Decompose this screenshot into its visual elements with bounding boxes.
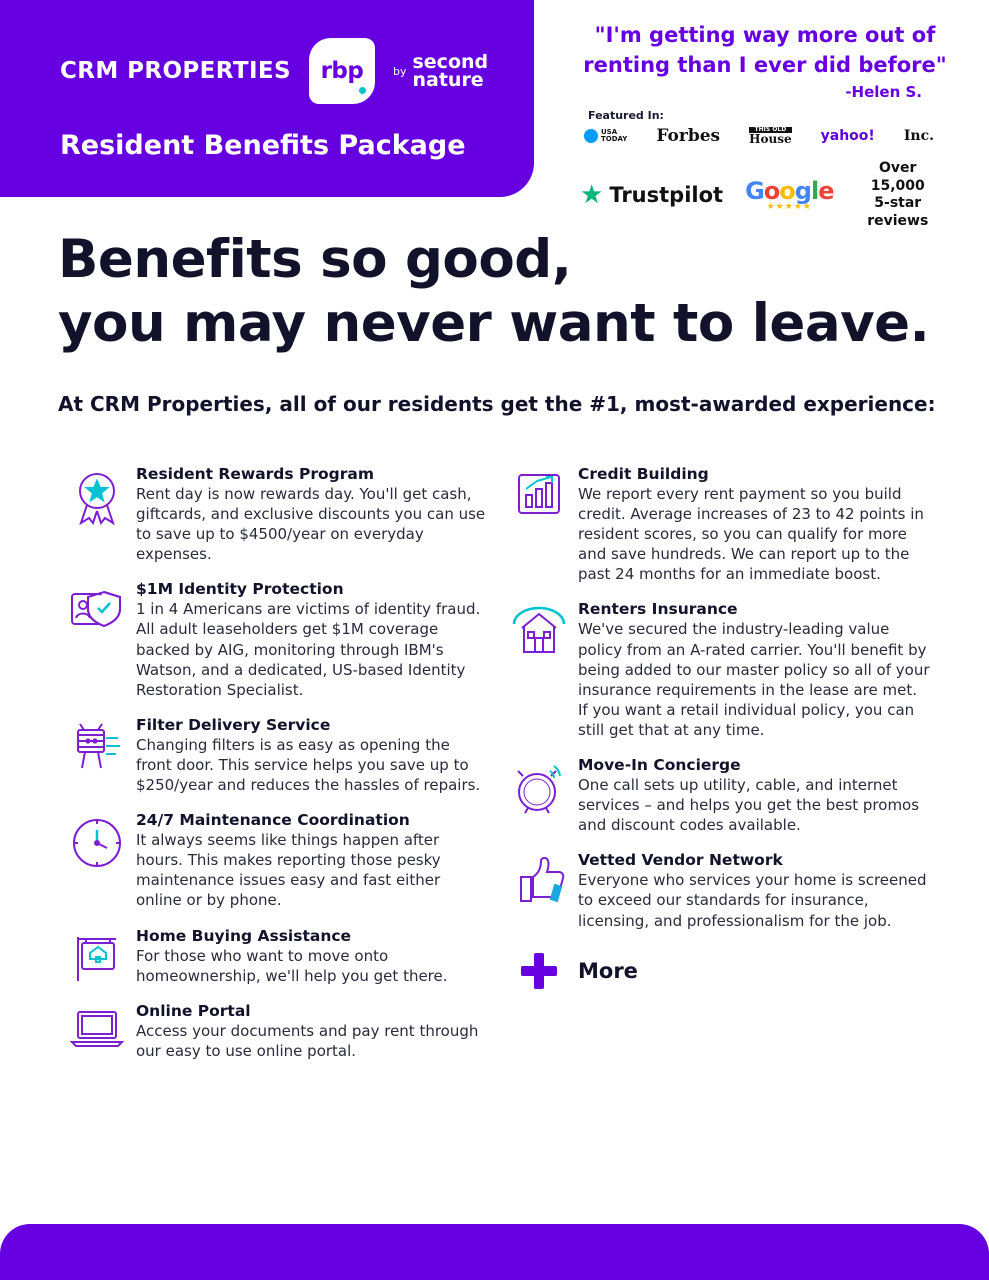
benefit-item [500,756,930,835]
benefit-item [58,811,488,910]
testimonial-author: -Helen S. [845,82,922,101]
filter-delivery-icon [58,716,136,774]
page-subheadline: At CRM Properties, all of our residents get the #1, most-awarded experience: [58,392,936,416]
clock-icon [58,811,136,871]
benefit-item [500,851,930,930]
benefit-title: 24/7 Maintenance Coordination [136,811,410,830]
benefit-title: Credit Building [578,465,709,483]
benefit-description: We've secured the industry-leading value policy from an A-rated carrier. You'll benefit by being added to our master policy so all of your insurance requirements in the lease are met. If you want a retail individual policy, you can still get that at any time. [578,620,930,739]
benefit-title: Resident Rewards Program [136,465,375,483]
headline-line-1: Benefits so good, [58,229,572,290]
benefit-title: Vetted Vendor Network [578,851,783,870]
usa-today-logo [584,129,627,144]
benefit-title: $1M Identity Protection [136,580,344,599]
rbp-logo-dot [359,87,366,94]
this-old-house-line2: House [749,132,792,146]
award-ribbon-icon [58,465,136,525]
identity-shield-icon [58,580,136,634]
testimonial-block [560,20,970,101]
benefit-item [58,927,488,986]
press-logos-row [584,126,934,146]
benefit-description: 1 in 4 Americans are victims of identity fraud. All adult leaseholders get $1M coverage backed by AIG, monitoring through IBM's Watson, and a dedicated, US-based Identity Restoration Specialist. [136,600,481,699]
page-headline [58,228,958,355]
company-name: CRM PROPERTIES [60,58,291,84]
this-old-house-line1: THIS OLD [749,127,791,133]
testimonial-quote: "I'm getting way more out of renting than I ever did before" [583,23,947,78]
more-label: More [578,958,638,983]
benefit-description: We report every rent payment so you build credit. Average increases of 23 to 42 points in resident scores, so you can qualify for more and save hundreds. We can report up to the past 24 months for an immediate boost. [578,485,924,584]
google-wordmark: Google [745,176,834,205]
google-stars-icon: ★★★★★ [766,201,812,212]
benefit-item [500,465,930,584]
benefit-description: One call sets up utility, cable, and internet services – and helps you get the best promos and discount codes available. [578,776,920,835]
benefits-column-right [500,465,930,995]
trustpilot-star-icon: ★ [580,180,604,210]
benefit-title: Filter Delivery Service [136,715,331,734]
second-nature-line1: second [412,50,489,73]
second-nature-line2: nature [412,69,484,91]
alarm-clock-icon [500,756,578,816]
benefit-description: Changing filters is as easy as opening the front door. This service helps you save up to $250/year and reduces the hassles of repairs. [136,735,481,795]
reviews-count [855,160,940,230]
benefit-description: For those who want to move onto homeownership, we'll help you get there. [136,946,448,985]
trust-row [580,160,940,230]
benefit-description: Everyone who services your home is screened to exceed our standards for insurance, licensing, and professionalism for the job. [578,871,927,930]
bar-chart-growth-icon [500,465,578,519]
second-nature-by: by [392,64,407,78]
this-old-house-logo [749,127,791,145]
benefit-description: Rent day is now rewards day. You'll get cash, giftcards, and exclusive discounts you can use to save up to $4500/year on everyday expenses. [136,485,486,564]
usa-today-dot-icon [584,129,598,143]
benefit-item [58,1002,488,1061]
benefit-item [58,580,488,699]
more-benefits-row [500,947,930,995]
house-umbrella-icon [500,600,578,658]
rbp-logo [309,38,375,104]
forbes-logo: Forbes [656,126,721,146]
header-block [0,0,534,197]
reviews-line2: 5-star reviews [867,195,929,229]
trustpilot-logo [580,182,723,208]
usa-today-line1: USA [601,127,618,136]
thumbs-up-icon [500,851,578,907]
benefit-description: It always seems like things happen after hours. This makes reporting those pesky maintenance issues easy and fast either online or by phone. [136,831,441,910]
footer-bar [0,1224,989,1280]
benefit-title: Renters Insurance [578,600,738,619]
inc-logo: Inc. [903,128,934,144]
second-nature-logo [392,50,489,91]
benefit-title: Online Portal [136,1001,251,1020]
benefit-item [58,465,488,564]
benefit-item [58,716,488,795]
benefit-description: Access your documents and pay rent through our easy to use online portal. [136,1021,479,1060]
laptop-icon [58,1002,136,1050]
headline-line-2: you may never want to leave. [58,292,930,354]
rbp-logo-text: rbp [320,58,364,84]
reviews-line1: Over 15,000 [870,160,925,194]
package-title: Resident Benefits Package [60,130,466,161]
yahoo-logo: yahoo! [820,128,875,144]
trustpilot-label: Trustpilot [609,183,724,207]
brand-row [60,38,488,104]
benefit-item [500,600,930,740]
usa-today-line2: TODAY [601,135,628,143]
google-logo [745,176,834,212]
home-sign-icon [58,927,136,985]
benefit-title: Home Buying Assistance [136,926,352,945]
featured-in-label: Featured In: [588,109,664,122]
benefits-column-left [58,465,488,1077]
plus-icon [500,947,578,995]
benefit-title: Move-In Concierge [578,756,741,775]
